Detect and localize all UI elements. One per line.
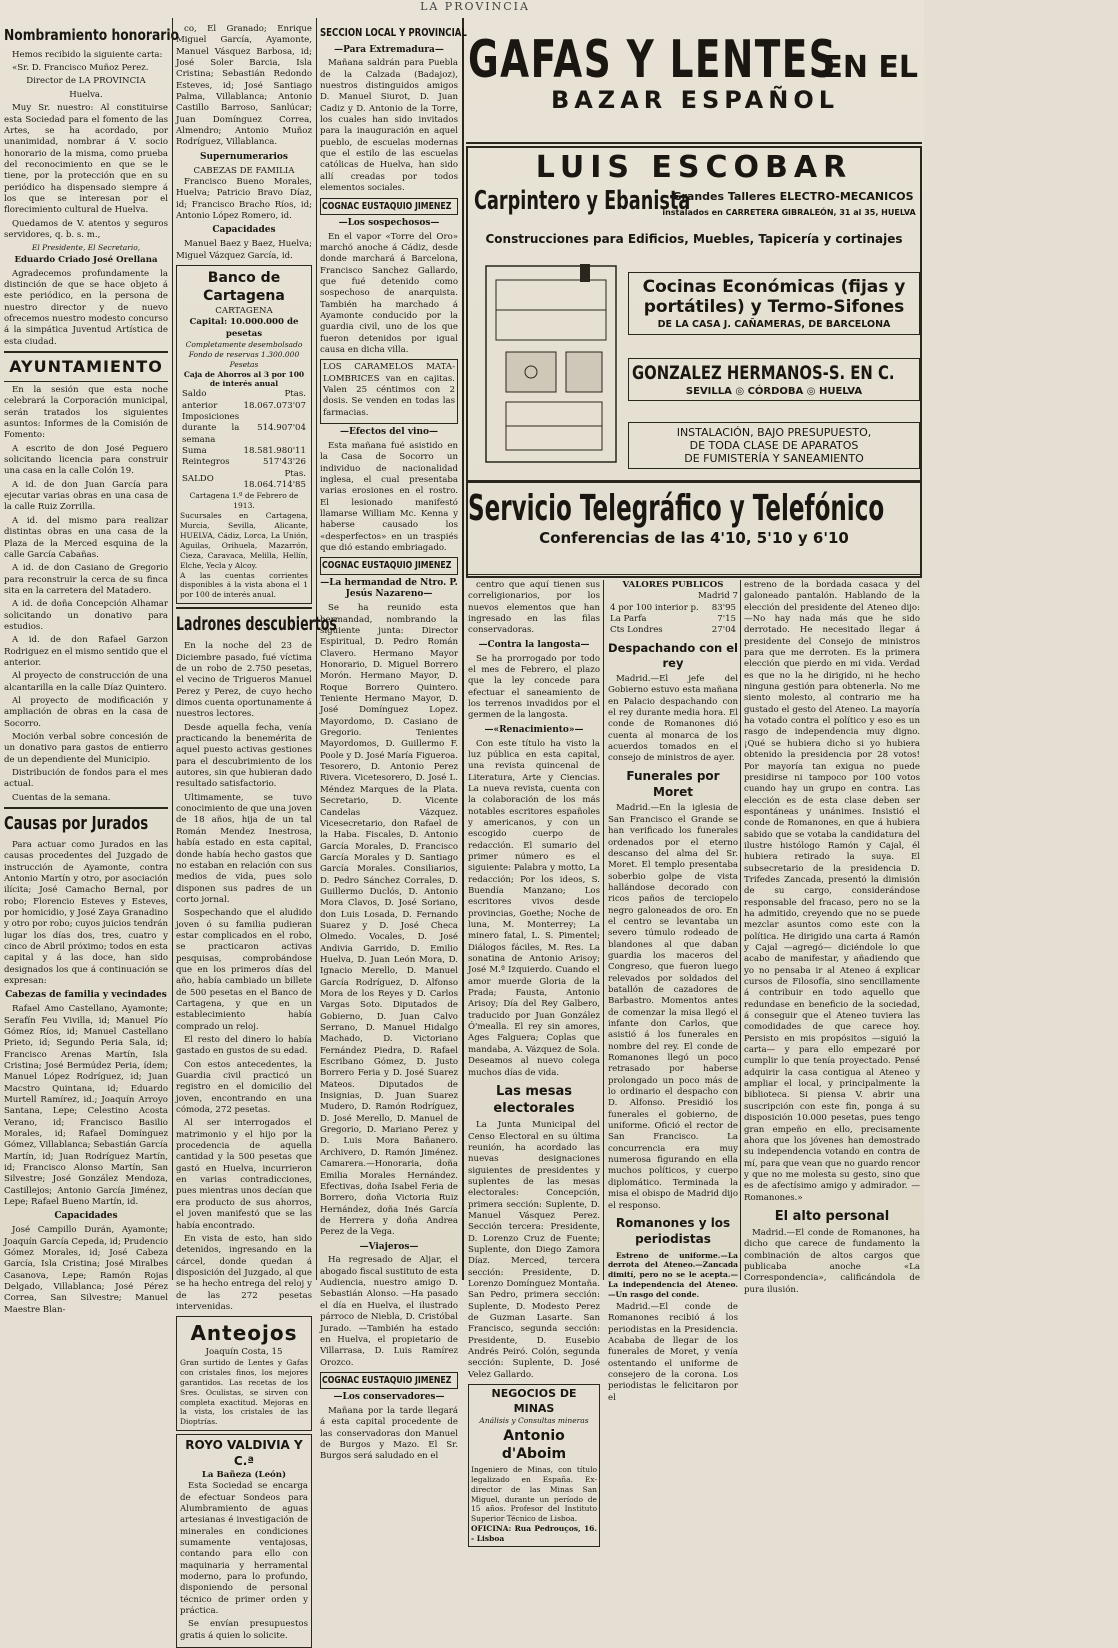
telegraf-header: [468, 488, 920, 574]
text: Moción verbal sobre concesión de un donativo para gastos de entierro de un dependiente del Municipio.: [4, 732, 168, 765]
royo-title: ROYO VALDIVIA Y C.ª: [185, 1438, 303, 1469]
bank-note: A las cuentas corrientes disponibles á la vista abona el 1 por 100 de interés anual.: [180, 570, 308, 600]
text: Ha regresado de Aljar, el abogado fiscal sustituto de esta Audiencia, nuestro amigo D. Sebastián Alonso. —Ha pasado el día en Huelva, el ilustrado párroco de Niebla, D. Cristóbal Jurado. —También ha estado en Huelva, el propietario de Villarrasa, D. Luis Ramírez Orozco.: [320, 1255, 458, 1368]
anteojos-body: Gran surtido de Lentes y Gafas con cristales finos, los mejores garantidos. Las recetas de los Sres. Oculistas, se sirven con completa exactitud. Mejoras en la vista, los cristales de las Dioptrías.: [180, 1358, 308, 1427]
royo-ad: [176, 1434, 312, 1648]
text: A id. de don Casiano de Gregorio para reconstruir la cerca de su finca sita en la carretera del Matadero.: [4, 563, 168, 596]
bank-caja: Caja de Ahorros al 3 por 100 de interés anual: [183, 369, 305, 389]
text: A id. del mismo para realizar distintas obras en una casa de la Plaza de la Merced esquina de la calle García Cabañas.: [4, 515, 168, 560]
text: A escrito de don José Peguero solicitando licencia para construir una casa en la calle Colón 19.: [4, 443, 168, 477]
talleres-location: instalados en CARRETERA GIBRALEÓN, 31 al 35, HUELVA: [662, 208, 916, 217]
text: Madrid.—El conde de Romanones, ha dicho que carece de fundamento la combinación de altos cargos que publicaba anoche «La Correspondencia», calificándola de pura ilusión.: [744, 1228, 920, 1295]
table-row: SALDO Ptas. 18.064.714'85: [182, 468, 306, 491]
carpintero-title: Carpintero y Ebanista: [474, 186, 691, 216]
renacimiento-subtitle: —«Renacimiento»—: [484, 724, 584, 735]
signature-labels: El Presidente, El Secretario,: [31, 243, 141, 253]
cabezas-subtitle: Cabezas de familia y vecindades: [5, 990, 167, 1001]
alto-title: El alto personal: [774, 1208, 890, 1224]
langosta-subtitle: —Contra la langosta—: [478, 639, 590, 650]
sospechosos-subtitle: —Los sospechosos—: [338, 217, 440, 228]
text: En vista de esto, han sido detenidos, ingresando en la cárcel, donde quedan á disposición del Juzgado, al que se ha hecho entrega del reloj y de las 272 pesetas intervenidas.: [176, 1233, 312, 1312]
text: Madrid.—El jefe del Gobierno estuvo esta mañana en Palacio despachando con el rey durante media hora. El conde de Romanones dió cuenta al monarca de los acuerdos tomados en el consejo de ministros de ayer.: [608, 674, 738, 764]
text: Se envían presupuestos gratis á quien lo solicite.: [180, 1619, 308, 1641]
telegraf-column: [608, 580, 738, 1403]
text: Madrid.—El conde de Romanones recibió á los periodistas en la Presidencia. Acababa de llegar de los funerales de Moret, y venía ostentando el uniforme de consejero de la corona. Los periodistas le felicitaron por el: [608, 1301, 738, 1403]
mesas-title: Las mesas electorales: [493, 1083, 575, 1116]
gafas-title: GAFAS Y LENTES: [468, 30, 838, 90]
text: Con este título ha visto la luz pública en esta capital, una revista quincenal de Literatura, Arte y Ciencias. La nueva revista, cuenta con la colaboración de los más notables escritores españoles y americanos, y con un escogido cuerpo de redacción. El sumario del primer número es el siguiente: Palabra y motto, La redacción; Por los ideos, S. Buendía Manzano; Los escritores vivos desde provincias, Goethe; Noche de luna, M. Monterrey; La minero fatal, L. S. Pimentel; Diálogos fáciles, M. Res. La sonatina de Antonio Arisoy; José M.ª Izquierdo. Cuando el amor muerde Gloria de la Prada; Fausta, Antonio Arisoy; Día del Rey Galbero, traducido por Juan González Ó'mealla. El rey sin amores, Ages Falguera; Coplas que mandaba, A. Vázquez de Sola. Deseamos al nuevo colega muchos días de vida.: [468, 738, 600, 1078]
table-row: Cts Londres 27'04: [610, 625, 736, 636]
valores-title: VALORES PUBLICOS: [622, 580, 724, 590]
table-row: Suma 18.581.980'11: [182, 446, 306, 457]
text: Esta Sociedad se encarga de efectuar Sondeos para Alumbramiento de aguas artesianas é investigación de minerales en condiciones sumamente ventajosas, contando para ello con maquinaria y herramental moderno, para lo profundo, disponiendo de personal técnico de primer orden y práctica.: [180, 1481, 308, 1617]
text: A id. de don Rafael Garzon Rodriguez en el mismo sentido que el anterior.: [4, 635, 168, 668]
column-1: [4, 24, 179, 1315]
divider: [466, 574, 922, 575]
instalacion-line2: DE TODA CLASE DE APARATOS: [689, 439, 859, 452]
text: Para actuar como Jurados en las causas procedentes del Juzgado de instrucción de Ayamonte, contra Antonio Martín y otro, por asociación ilícita; José Camacho Bernal, por robo; Florencio Esteves y Esteves, por homicidio, y José Zaya Granadino y otro por robo; cuyos juicios tendrán lugar los días dos, tres, cuatro y cinco de Abril próximo; todos en esta capital y á las doce, han sido designados los que á continuación se expresan:: [4, 839, 169, 986]
text: Francisco Bueno Morales, Huelva; Patricio Bravo Díaz, id; Francisco Bracho Ríos, id; Antonio López Romero, id.: [176, 177, 312, 222]
table-row: 4 por 100 interior p. 83'95: [610, 602, 736, 613]
signature-names: Eduardo Criado José Orellana: [14, 255, 158, 266]
text: Ultimamente, se tuvo conocimiento de que una joven de 18 años, hija de un tal Román Mendez Inestrosa, había estado en esta capital, donde había hecho gastos que no estaban en relación con sus medios de vida, pues solo disponen sus padres de un corto jornal.: [176, 792, 312, 905]
cognac-ad: COGNAC EUSTAQUIO JIMENEZ: [322, 1374, 452, 1386]
text: Desde aquella fecha, venía practicando la benemérita de aquel puesto activas gestiones para el descubrimiento de los autores, sin que hubieran dado resultado satisfactorio.: [176, 722, 312, 790]
text: Al ser interrogados el matrimonio y el hijo por la procedencia de aquella cantidad y la 500 pesetas que gastó en Huelva, incurrieron en varias contradicciones, pues mientras unos decían que era producto de sus ahorros, el joven manifestó que se las había encontrado.: [176, 1118, 312, 1231]
text: Mañana por la tarde llegará á esta capital procedente de las conservadoras don Manuel de Burgos y Mazo. El Sr. Burgos será saludado en el: [320, 1405, 458, 1462]
vino-subtitle: —Efectos del vino—: [339, 427, 439, 438]
capacidades-subtitle: Capacidades: [54, 1211, 118, 1222]
telegraf-subtitle: Conferencias de las 4'10, 5'10 y 6'10: [539, 529, 849, 547]
bank-city: CARTAGENA: [215, 305, 273, 316]
seccion-title: SECCION LOCAL Y PROVINCIAL: [320, 26, 467, 39]
text: Cuentas de la semana.: [12, 792, 111, 803]
anteojos-address: Joaquín Costa, 15: [205, 1346, 283, 1357]
ladrones-title: Ladrones descubiertos: [176, 613, 337, 636]
gafas-en: EN EL: [822, 50, 918, 85]
bank-table: [180, 389, 308, 491]
text: El resto del dinero lo había gastado en gustos de su edad.: [176, 1035, 312, 1057]
cities-text: SEVILLA ◎ CÓRDOBA ◎ HUELVA: [685, 386, 863, 397]
text: Distribución de fondos para el mes actual.: [4, 768, 168, 790]
viajeros-subtitle: —Viajeros—: [359, 1241, 419, 1252]
cognac-ad: COGNAC EUSTAQUIO JIMENEZ: [322, 200, 452, 212]
capacidades-subtitle: Capacidades: [212, 225, 276, 236]
cocinas-line3: DE LA CASA J. CAÑAMERAS, DE BARCELONA: [657, 319, 891, 330]
cocinas-line2: portátiles) y Termo-Sifones: [643, 297, 905, 317]
minas-ad: [468, 1384, 600, 1547]
bank-title: Banco de Cartagena: [203, 269, 285, 305]
caramelos-ad: LOS CARAMELOS MATA-LOMBRICES van en cajitas. Valen 25 céntimos con 2 dosis. Se venden en todas las farmacias.: [323, 362, 455, 418]
extremadura-subtitle: —Para Extremadura—: [334, 44, 444, 55]
text: A id. de don Juan García para ejecutar varias obras en una casa de la calle Ruiz Zorrilla.: [4, 479, 168, 513]
gonzalez-title: GONZALEZ HERMANOS-S. EN C.: [632, 362, 895, 384]
column-rule: [740, 580, 741, 1280]
text: «Sr. D. Francisco Muñoz Perez.: [12, 63, 149, 74]
despachando-title: Despachando con el rey: [608, 640, 738, 670]
royo-city: La Bañeza (León): [201, 1469, 287, 1480]
text: estreno de la bordada casaca y del galoneado pantalón. Hablando de la elección del presidente del Ateneo dijo: —No hay nada más que he sido derrotado. He necesitado llegar á presidente del Consejo de ministros para que me derroten. Es la primera elección que pierdo en mi vida. Verdad es que no la he dirigido, ni he hecho ninguna gestión para obtenerla. No me siento molesto, al contrario me ha gustado el gesto del Ateneo. La mayoría ha votado contra el político y eso es un rasgo de independencia muy digno. ¡Qué se hubiera dicho si yo hubiera obtenido la presidencia por 28 votos! Por mayoría tan exigua no puede presidirse ni tampoco por 100 votos cuando hay un grupo en contra. Las elección es de esta clase deben ser espontáneas y unánimes. Insistió el conde de Romanones, en que á hubiera sabido que se votaba la candidatura del ilustre histólogo Ramón y Cajal, él hubiera retirado la suya. El subsecretario de la presidencia D. Trifedes Zancada, presentó la dimisión de su cargo, considerándose responsable del fracaso, pero no se la ha admitido, creyendo que no se puede mezclar asuntos como este con la política. He dirigido una carta á Ramón y Cajal —agregó— diciéndole lo que acabo de manifestar, y añadiendo que yo no pensaba ir al Ateneo á explicar cursos de Filosofía, sino sencillamente á contribuir en todo aquello que redundase en beneficio de la sociedad, á conseguir que el Ateneo tuviera las comodidades de que carece hoy. Persisto en mis propósitos —siguió la carta— y para ello empezaré por cumplir lo que tenía proyectado. Pensé adquirir la casa contigua al Ateneo y ampliar el local, y principalmente la biblioteca. Si piensa V. abrir una suscripción con este fin, ponga á su disposición 10.000 pesetas, pues tengo gran empeño en ello, precisamente ahora que los jóvenes han demostrado su independencia votando en contra de mí, para que vean que no guardo rencor y que no me molesta su gesto, sino que es de afectísimo amigo y admirador. —Romanones.»: [744, 580, 920, 1203]
ayuntamiento-title: AYUNTAMIENTO: [9, 356, 163, 376]
telegraf-title: Servicio Telegráfico y Telefónico: [468, 488, 885, 529]
text: Mañana saldrán para Puebla de la Calzada (Badajoz), nuestros distinguidos amigos D. Manuel Siurot, D. Juan Cadiz y D. Antonio de la Torre, los cuales han sido invitados para la inauguración en aquel pueblo, de escuelas modernas que el estilo de las escuelas católicas de Huelva, han sido allí creadas por todos elementos sociales.: [320, 58, 458, 194]
masthead: LA PROVINCIA: [420, 0, 530, 13]
text: La Junta Municipal del Censo Electoral en su última reunión, ha acordado las nuevas designaciones siguientes de presidentes y suplentes de las mesas electorales: Concepción, primera sección: Suplente, D. Manuel Vásquez Perez. Sección tercera: Presidente, D. Lorenzo Cruz de Fuente; Suplente, don Diego Zamora Díaz. Merced, tercera sección: Presidente, D. Lorenzo Domínguez Montaña. San Pedro, primera sección: Suplente, D. Modesto Perez de Guzman Lasarte. San Francisco, segunda sección: Presidente, D. Eusebio Andrés Peiró. Colón, segunda sección: Suplente, D. José Velez Gallardo.: [468, 1120, 600, 1380]
text: José Campillo Durán, Ayamonte; Joaquín García Cepeda, id; Prudencio Gómez Morales, id; José Cabeza García, Isla Cristina; José Miralbes Casanova, Lepe; Ramón Rojas Delgado, Villablanca; José Pérez Correa, San Silvestre; Manuel Maestre Blan-: [4, 1225, 168, 1315]
stove-illustration: [482, 260, 622, 470]
conservadores-subtitle: —Los conservadores—: [333, 1392, 445, 1403]
text: Hemos recibido la siguiente carta:: [12, 49, 163, 60]
hermandad-subtitle: —La hermandad de Ntro. P. Jesús Nazareno—: [320, 577, 458, 600]
minas-office: OFICINA: Rua Pedrouços, 16. - Lisboa: [471, 1524, 597, 1544]
text: Al proyecto de modificación y ampliación de obras en la casa de Socorro.: [4, 695, 168, 729]
supernumerarios-subtitle: Supernumerarios: [200, 151, 288, 162]
column-rule: [603, 580, 604, 1280]
text: Madrid.—En la iglesia de San Francisco el Grande se han verificado los funerales ordenados por el eterno descanso del alma del Sr. Moret. El templo presentaba soberbio golpe de vista hallándose decorado con ricos paños de terciopelo negro galoneados de oro. En el centro se levantaba un severo túmulo rodeado de blandones al que daban guardia los maceros del Congreso, que fueron luego relevados por soldados del batallón de cazadores de Barbastro. Momentos antes de comenzar la misa llegó el infante don Carlos, que asistió á los funerales en nombre del rey. El conde de Romanones llegó un poco retrasado por haberse prolongado un poco más de lo ordinario el despacho con D. Alfonso. Presidió los funerales el gobierno, de uniforme. Ofició el rector de San Francisco. La concurrencia era muy numerosa figurando en ella muchos políticos, y cuerpo diplomático. Terminada la misa el obispo de Madrid dijo el responso.: [608, 803, 738, 1211]
text: Al proyecto de construcción de una alcantarilla en la calle Díaz Quintero.: [4, 671, 168, 693]
text: Se ha prorrogado por todo el mes de Febrero, el plazo que la ley concede para efectuar el saneamiento de los terrenos invadidos por el germen de la langosta.: [468, 653, 600, 721]
bank-paid: Completamente desembolsado: [185, 339, 303, 349]
romanones-subtitle: Estreno de uniforme.—La derrota del Ateneo.—Zancada dimití, pero no se le acepta.—La independencia del Ateneo.—Un rasgo del conde.: [608, 1250, 738, 1300]
column-rule: [172, 18, 173, 1280]
text: centro que aquí tienen sus correligionarios, por los nuevos elementos que han ingresado en las filas conservadoras.: [468, 580, 600, 636]
bazar-title: BAZAR ESPAÑOL: [550, 86, 840, 114]
cognac-ad: COGNAC EUSTAQUIO JIMENEZ: [322, 560, 452, 572]
right-column: [744, 580, 920, 1295]
bank-ad: [176, 265, 312, 604]
cabezas-familia-subtitle: CABEZAS DE FAMILIA: [193, 165, 295, 176]
text: Esta mañana fué asistido en la Casa de Socorro un individuo de nacionalidad inglesa, el cual presentaba varias erosiones en el rostro. El lesionado manifestó llamarse William Mc. Kenna y haberse causado los «desperfectos» en un traspiés que dió estando embriagado.: [320, 440, 458, 554]
column-2: [176, 24, 337, 1641]
divider: [466, 480, 922, 483]
table-row: La Parfa 7'15: [610, 614, 736, 625]
bank-capital: Capital: 10.000.000 de pesetas: [189, 317, 299, 339]
text: Con estos antecedentes, la Guardia civil practicó un registro en el domicilio del joven, encontrando en una cómoda, 272 pesetas.: [176, 1059, 312, 1116]
column-3: [320, 24, 467, 1462]
instalacion-line1: INSTALACIÓN, BAJO PRESUPUESTO,: [676, 426, 872, 439]
text: En el vapor «Torre del Oro» marchó anoche á Cádiz, desde donde marchará á Barcelona, Francisco Sanchez Gallardo, que fué detenido como sospechoso de anarquista. También ha marchado á Ayamonte conducido por la guardia civil, uno de los que fueron detenidos por igual causa en dicha villa.: [320, 231, 458, 356]
column-rule: [316, 18, 317, 1280]
text: Sospechando que el aludido joven ó su familia pudieran estar complicados en el robo, se practicaron activas pesquisas, comprobándose que en los primeros días del año, había cambiado un billete de 500 pesetas en el Banco de Cartagena, y que en un establecimiento había comprado un reloj.: [176, 908, 312, 1032]
anteojos-ad: [176, 1316, 312, 1431]
text: Rafael Amo Castellano, Ayamonte; Serafín Feu Vivilla, id; Manuel Pío Gómez Ríos, id; Manuel Castellano Prieto, id; Segundo Peria Sala, id; Francisco Arenas Martín, Isla Cristina; José Bermúdez Peria, ídem; Manuel López Rodríguez, id; Juan Macstro Quintana, id; Eduardo Murtell Ramírez, id.; Joaquín Arroyo Santana, Lepe; Celestino Acosta Verano, id; Francisco Basilio Morales, id; Rafael Domínguez Gómez, Villablanca; Sebastián García Martín, id; Juan Rodríguez Martín, id; Francisco Alonso Martín, San Silvestre; José González Mendoza, Castillejos; Antonio García Jiménez, Lepe; Rafael Bueno Martín, id.: [4, 1004, 168, 1208]
anteojos-title: Anteojos: [190, 1321, 298, 1346]
valores-date: Madrid 7: [698, 591, 738, 602]
bank-branches: Sucursales en Cartagena, Murcia, Sevilla, Alicante, HUELVA, Cádiz, Lorca, La Unión, Aguilas, Orihuela, Mazarrón, Cieza, Caravaca, Melilla, Hellín, Elche, Yecla y Alcoy.: [180, 511, 308, 570]
instalacion-line3: DE FUMISTERÍA Y SANEAMIENTO: [684, 452, 864, 465]
causas-title: Causas por Jurados: [4, 813, 149, 835]
text: Agradecemos profundamente la distinción de que se hace objeto á este periódico, en la persona de nuestro director y de nuevo ofrecemos nuestro modesto concurso á la simpática Juventud Artística de esta ciudad.: [4, 268, 168, 347]
text: Quedamos de V. atentos y seguros servidores, q. b. s. m.,: [4, 218, 168, 240]
text: Huelva.: [69, 89, 103, 100]
minas-subtitle: Análisis y Consultas mineras: [479, 1416, 589, 1426]
cocinas-line1: Cocinas Económicas (fijas y: [642, 277, 906, 297]
minas-desc: Ingeniero de Minas, con título legalizado en España. Ex-director de las Minas San Miguel, durante un período de 15 años. Profesor del Instituto Superior Técnico de Lisboa.: [471, 1464, 597, 1524]
text: En la sesión que esta noche celebrará la Corporación municipal, serán tratados los siguientes asuntos: Informes de la Comisión de Fomento:: [4, 385, 168, 441]
bank-date: Cartagena 1.º de Febrero de 1913.: [189, 491, 299, 511]
text: Manuel Baez y Baez, Huelva; Miguel Vázquez García, id.: [176, 239, 312, 261]
table-row: Saldo anterior Ptas. 18.067.073'07: [182, 389, 306, 411]
table-row: Imposiciones durante la semana 514.907'04: [182, 412, 306, 445]
text: Muy Sr. nuestro: Al constituirse esta Sociedad para el fomento de las Artes, se ha acordado, por unanimidad, nombrar á V. socio honorario de la misma, como prueba del reconocimiento en que se le tiene, por la protección que en su periódico ha dispensado siempre á los que se interesan por el florecimiento cultural de Huelva.: [4, 103, 168, 216]
minas-title: NEGOCIOS DE MINAS: [491, 1387, 577, 1415]
nombramiento-title: Nombramiento honorario: [4, 26, 179, 44]
gafas-ad: [468, 30, 922, 140]
construcciones-text: Construcciones para Edificios, Muebles, Tapicería y cortinajes: [485, 232, 903, 246]
minas-name: Antonio d'Aboim: [501, 1427, 567, 1463]
text: co, El Granado; Enrique Miguel García, Ayamonte, Manuel Vásquez Barbosa, id; José Soler Barcia, Isla Cristina; Sebastián Redondo Esteves, id; José Santiago Palma, Villablanca; Antonio Castillo Barroso, Sanlúcar; Juan Domínguez Correa, Almendro; Antonio Muñoz Rodríguez, Villablanca.: [176, 24, 312, 148]
funerales-title: Funerales por Moret: [626, 768, 720, 799]
column-rule: [462, 18, 464, 1280]
table-row: Reintegros 517'43'26: [182, 457, 306, 468]
romanones-title: Romanones y los periodistas: [615, 1215, 731, 1246]
divider: [466, 142, 922, 144]
text: Director de LA PROVINCIA: [26, 76, 146, 87]
valores-table: [608, 603, 738, 637]
text: En la noche del 23 de Diciembre pasado, fué víctima de un robo de 2.750 pesetas, el vecino de Trigueros Manuel Perez y Perez, de cuyo hecho dimos cuenta oportunamente á nuestros lectores.: [176, 641, 312, 720]
text: Se ha reunido esta hermandad, nombrando la siguiente junta: Director Espiritual, D. Pedro Román Clavero. Hermano Mayor Honorario, D. Miguel Borrero Morón. Hermano Mayor, D. Roque Borrero Quintero. Teniente Hermano Mayor, D. José Domínguez Lopez. Mayordomo, D. Casiano de Gregorio. Tenientes Mayordomos, D. Guillermo F. Poole y D. José María Figueroa. Tesorero, D. Antonio Perez Rivera. Vicetesorero, D. José L. Méndez Marques de la Plata. Secretario, D. Vicente Candelas Vázquez. Vicesecretario, don Rafael de la Haba. Fiscales, D. Antonio García Morales, D. Francisco García Morales y D. Santiago García Morales. Consiliarios, D. Pedro Sánchez Corrales, D. Guillermo Duclós, D. Antonio Mora Clavos, D. José Soriano, don Luis Losada, D. Fernando Suarez y D. José Checa Olmedo. Vocales, D. José Andivia Garrido, D. Emilio Huelva, D. Juan León Mora, D. Ignacio Merello, D. Manuel García Rodríguez, D. Alfonso Mora de los Reyes y D. Carlos Vargas Soto. Diputados de Gobierno, D. Juan Calvo Serrano, D. Manuel Hidalgo Machado, D. Victoriano Fernández Piedra, D. Rafael Escribano Gómez, D. Justo Borrero Feria y D. José Suarez Mateos. Diputados de Insignias, D. Juan Suarez Mudero, D. Ramón Rodríguez, D. José Merello, D. Manuel de Gregorio, D. Mariano Perez y D. Luis Mora Bañanero. Archivero, D. Ramón Jiménez. Camarera.—Honoraria, doña Emilia Morales Hernández. Efectivas, doña Isabel Feria de Borrero, doña Victoria Ruiz Hernández, doña Inés García de Herrera y doña Andrea Perez de la Vega.: [320, 603, 458, 1238]
luis-escobar: LUIS ESCOBAR: [535, 150, 853, 185]
talleres-text: Grandes Talleres ELECTRO-MECANICOS: [672, 190, 914, 203]
text: A id. de doña Concepción Alhamar solicitando un donativo para estudios.: [4, 599, 168, 632]
bank-reserve: Fondo de reservas 1.300.000 Pesetas: [188, 349, 300, 369]
column-4-news: [468, 580, 600, 1544]
